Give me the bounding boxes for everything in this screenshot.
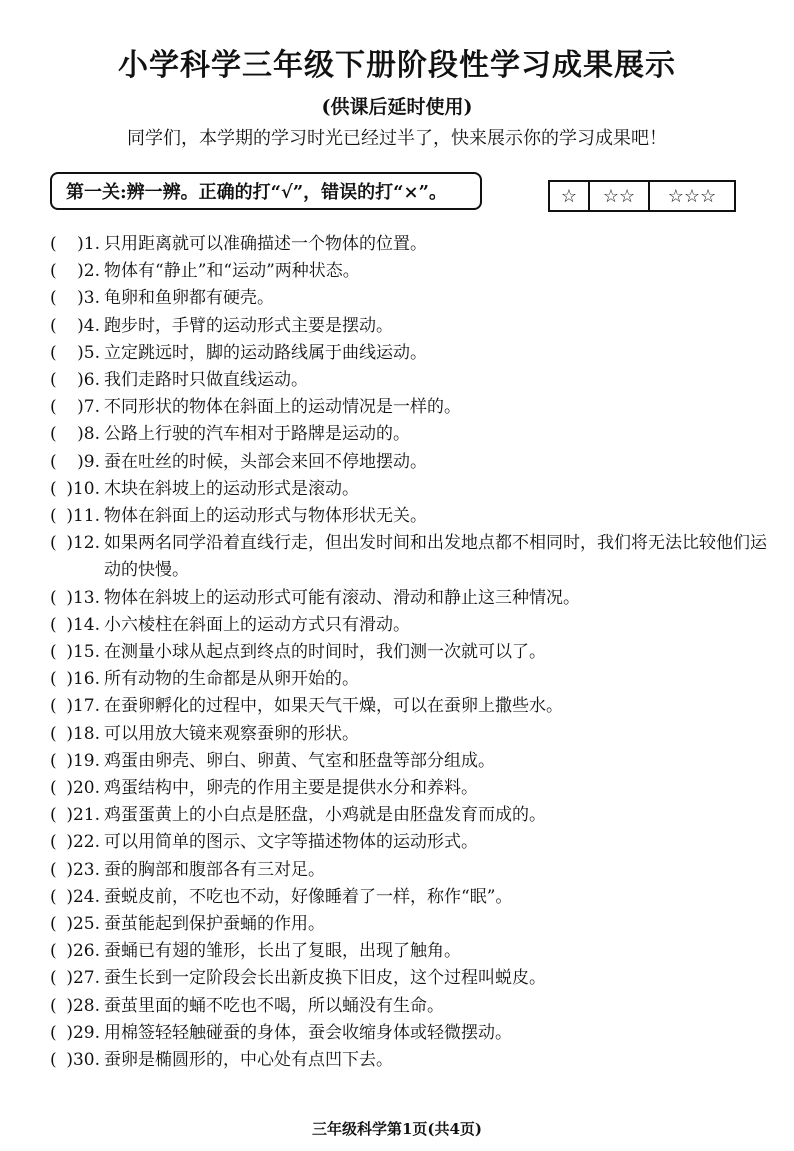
page-title: 小学科学三年级下册阶段性学习成果展示 xyxy=(118,48,676,83)
section-heading-text: 第一关:辨一辨。正确的打“√”，错误的打“×”。 xyxy=(66,182,447,203)
question-list xyxy=(48,231,768,1074)
question-number: )1. xyxy=(77,234,100,254)
question-item xyxy=(48,394,768,421)
question-item xyxy=(48,285,768,312)
answer-blank[interactable] xyxy=(48,1020,104,1047)
answer-blank[interactable] xyxy=(48,938,104,965)
answer-blank[interactable] xyxy=(48,802,104,829)
question-item xyxy=(48,993,768,1020)
question-item xyxy=(48,748,768,775)
question-number: )7. xyxy=(77,397,100,418)
answer-blank[interactable] xyxy=(48,394,104,421)
answer-blank[interactable] xyxy=(48,993,104,1020)
question-item xyxy=(48,857,768,884)
question-item xyxy=(48,884,768,911)
question-number: )8. xyxy=(77,424,100,445)
answer-blank[interactable] xyxy=(48,367,104,394)
answer-blank-open: ( xyxy=(50,859,57,880)
question-item xyxy=(48,911,768,938)
question-text: 立定跳远时，脚的运动路线属于曲线运动。 xyxy=(104,342,427,363)
answer-blank[interactable] xyxy=(48,639,104,666)
question-number: )13. xyxy=(66,587,100,608)
answer-blank-open: ( xyxy=(50,886,57,907)
question-number: )29. xyxy=(66,1022,100,1043)
answer-blank[interactable] xyxy=(48,585,104,612)
question-text: 所有动物的生命都是从卵开始的。 xyxy=(104,669,359,690)
answer-blank-open: ( xyxy=(50,234,57,254)
question-number: )17. xyxy=(66,696,100,717)
question-text: 用棉签轻轻触碰蚕的身体，蚕会收缩身体或轻微摆动。 xyxy=(104,1022,512,1043)
question-number: )3. xyxy=(77,288,100,309)
question-item xyxy=(48,231,768,258)
question-text: 在测量小球从起点到终点的时间时，我们测一次就可以了。 xyxy=(104,642,546,663)
answer-blank-open: ( xyxy=(50,642,57,663)
answer-blank[interactable] xyxy=(48,748,104,775)
answer-blank-open: ( xyxy=(50,1022,57,1043)
question-item xyxy=(48,585,768,612)
question-number: )16. xyxy=(66,669,100,690)
question-text: 鸡蛋蛋黄上的小白点是胚盘，小鸡就是由胚盘发育而成的。 xyxy=(104,805,546,826)
question-number: )5. xyxy=(77,342,100,363)
question-item xyxy=(48,503,768,530)
question-text: 蚕茧里面的蛹不吃也不喝，所以蛹没有生命。 xyxy=(104,995,444,1016)
question-item xyxy=(48,421,768,448)
answer-blank[interactable] xyxy=(48,476,104,503)
question-text: 跑步时，手臂的运动形式主要是摆动。 xyxy=(104,315,393,336)
answer-blank-open: ( xyxy=(50,995,57,1016)
answer-blank-open: ( xyxy=(50,424,57,445)
question-item xyxy=(48,965,768,992)
question-number: )4. xyxy=(77,315,100,336)
answer-blank[interactable] xyxy=(48,965,104,992)
question-text: 蚕蜕皮前，不吃也不动，好像睡着了一样，称作“眠”。 xyxy=(104,886,513,907)
answer-blank[interactable] xyxy=(48,721,104,748)
answer-blank-open: ( xyxy=(50,696,57,717)
question-text: 物体在斜面上的运动形式与物体形状无关。 xyxy=(104,506,427,527)
question-number: )15. xyxy=(66,642,100,663)
question-text: 可以用简单的图示、文字等描述物体的运动形式。 xyxy=(104,832,478,853)
answer-blank-open: ( xyxy=(50,261,57,282)
question-number: )18. xyxy=(66,723,100,744)
question-item xyxy=(48,775,768,802)
question-text: 如果两名同学沿着直线行走，但出发时间和出发地点都不相同时，我们将无法比较他们运动的快慢。 xyxy=(104,533,767,581)
question-number: )26. xyxy=(66,941,100,962)
question-item xyxy=(48,639,768,666)
question-text: 不同形状的物体在斜面上的运动情况是一样的。 xyxy=(104,397,461,418)
answer-blank-open: ( xyxy=(50,805,57,826)
question-item xyxy=(48,258,768,285)
answer-blank[interactable] xyxy=(48,340,104,367)
page-footer: 三年级科学第1页(共4页) xyxy=(311,1120,483,1138)
answer-blank[interactable] xyxy=(48,503,104,530)
answer-blank[interactable] xyxy=(48,693,104,720)
question-text: 鸡蛋结构中，卵壳的作用主要是提供水分和养料。 xyxy=(104,778,478,799)
answer-blank-open: ( xyxy=(50,506,57,527)
question-item xyxy=(48,666,768,693)
answer-blank-open: ( xyxy=(50,315,57,336)
answer-blank[interactable] xyxy=(48,612,104,639)
question-item xyxy=(48,829,768,856)
question-text: 蚕茧能起到保护蚕蛹的作用。 xyxy=(104,914,325,935)
answer-blank-open: ( xyxy=(50,1050,57,1071)
question-number: )30. xyxy=(66,1050,100,1071)
answer-blank-open: ( xyxy=(50,288,57,309)
answer-blank[interactable] xyxy=(48,449,104,476)
question-number: )11. xyxy=(66,506,100,527)
question-text: 小六棱柱在斜面上的运动方式只有滑动。 xyxy=(104,614,410,635)
answer-blank-open: ( xyxy=(50,941,57,962)
answer-blank-open: ( xyxy=(50,587,57,608)
question-text: 可以用放大镜来观察蚕卵的形状。 xyxy=(104,723,359,744)
answer-blank-open: ( xyxy=(50,451,57,472)
question-number: )25. xyxy=(66,914,100,935)
question-item xyxy=(48,530,768,584)
star-rating-3-icon: ☆☆☆ xyxy=(667,185,717,207)
answer-blank[interactable] xyxy=(48,775,104,802)
question-item xyxy=(48,1047,768,1074)
question-number: )12. xyxy=(66,533,100,554)
question-number: )6. xyxy=(77,370,100,391)
answer-blank-open: ( xyxy=(50,614,57,635)
answer-blank[interactable] xyxy=(48,666,104,693)
answer-blank-open: ( xyxy=(50,533,57,554)
question-item xyxy=(48,1020,768,1047)
question-text: 公路上行驶的汽车相对于路牌是运动的。 xyxy=(104,424,410,445)
answer-blank[interactable] xyxy=(48,1047,104,1074)
star-rating-2-icon: ☆☆ xyxy=(590,182,650,210)
question-item xyxy=(48,449,768,476)
question-number: )27. xyxy=(66,968,100,989)
question-item xyxy=(48,938,768,965)
question-text: 物体有“静止”和“运动”两种状态。 xyxy=(104,261,360,282)
question-text: 鸡蛋由卵壳、卵白、卵黄、气室和胚盘等部分组成。 xyxy=(104,750,495,771)
question-number: )10. xyxy=(66,478,100,499)
question-number: )20. xyxy=(66,778,100,799)
question-number: )19. xyxy=(66,750,100,771)
question-number: )23. xyxy=(66,859,100,880)
answer-blank-open: ( xyxy=(50,750,57,771)
answer-blank[interactable] xyxy=(48,530,104,584)
question-text: 在蚕卵孵化的过程中，如果天气干燥，可以在蚕卵上撒些水。 xyxy=(104,696,563,717)
section-heading xyxy=(50,172,482,210)
answer-blank-open: ( xyxy=(50,370,57,391)
answer-blank-open: ( xyxy=(50,914,57,935)
question-number: )22. xyxy=(66,832,100,853)
answer-blank-open: ( xyxy=(50,778,57,799)
question-text: 蚕生长到一定阶段会长出新皮换下旧皮，这个过程叫蜕皮。 xyxy=(104,968,546,989)
answer-blank[interactable] xyxy=(48,829,104,856)
answer-blank[interactable] xyxy=(48,857,104,884)
question-text: 物体在斜坡上的运动形式可能有滚动、滑动和静止这三种情况。 xyxy=(104,587,580,608)
question-text: 蚕在吐丝的时候，头部会来回不停地摆动。 xyxy=(104,451,427,472)
question-item xyxy=(48,721,768,748)
answer-blank-open: ( xyxy=(50,669,57,690)
answer-blank-open: ( xyxy=(50,342,57,363)
answer-blank[interactable] xyxy=(48,258,104,285)
question-number: )24. xyxy=(66,886,100,907)
question-text: 蚕的胸部和腹部各有三对足。 xyxy=(104,859,325,880)
question-item xyxy=(48,367,768,394)
answer-blank-open: ( xyxy=(50,478,57,499)
question-number: )2. xyxy=(77,261,100,282)
answer-blank-open: ( xyxy=(50,968,57,989)
question-item xyxy=(48,802,768,829)
answer-blank[interactable] xyxy=(48,285,104,312)
question-text: 蚕蛹已有翅的雏形，长出了复眼，出现了触角。 xyxy=(104,941,461,962)
question-item xyxy=(48,612,768,639)
question-item xyxy=(48,313,768,340)
question-text: 只用距离就可以准确描述一个物体的位置。 xyxy=(104,234,427,254)
answer-blank-open: ( xyxy=(50,397,57,418)
question-number: )28. xyxy=(66,995,100,1016)
answer-blank[interactable] xyxy=(48,911,104,938)
star-rating-1-icon: ☆ xyxy=(550,182,590,210)
answer-blank-open: ( xyxy=(50,723,57,744)
question-text: 我们走路时只做直线运动。 xyxy=(104,370,308,391)
star-rating-box xyxy=(548,180,736,212)
question-item xyxy=(48,340,768,367)
question-text: 龟卵和鱼卵都有硬壳。 xyxy=(104,288,274,309)
question-item xyxy=(48,476,768,503)
question-text: 蚕卵是椭圆形的，中心处有点凹下去。 xyxy=(104,1050,393,1071)
answer-blank[interactable] xyxy=(48,884,104,911)
question-item xyxy=(48,693,768,720)
question-number: )14. xyxy=(66,614,100,635)
answer-blank[interactable] xyxy=(48,231,104,258)
question-text: 木块在斜坡上的运动形式是滚动。 xyxy=(104,478,359,499)
page-subtitle: (供课后延时使用) xyxy=(321,96,473,118)
question-number: )21. xyxy=(66,805,100,826)
answer-blank-open: ( xyxy=(50,832,57,853)
answer-blank[interactable] xyxy=(48,421,104,448)
intro-text: 同学们，本学期的学习时光已经过半了，快来展示你的学习成果吧！ xyxy=(127,128,667,149)
answer-blank[interactable] xyxy=(48,313,104,340)
question-number: )9. xyxy=(77,451,100,472)
